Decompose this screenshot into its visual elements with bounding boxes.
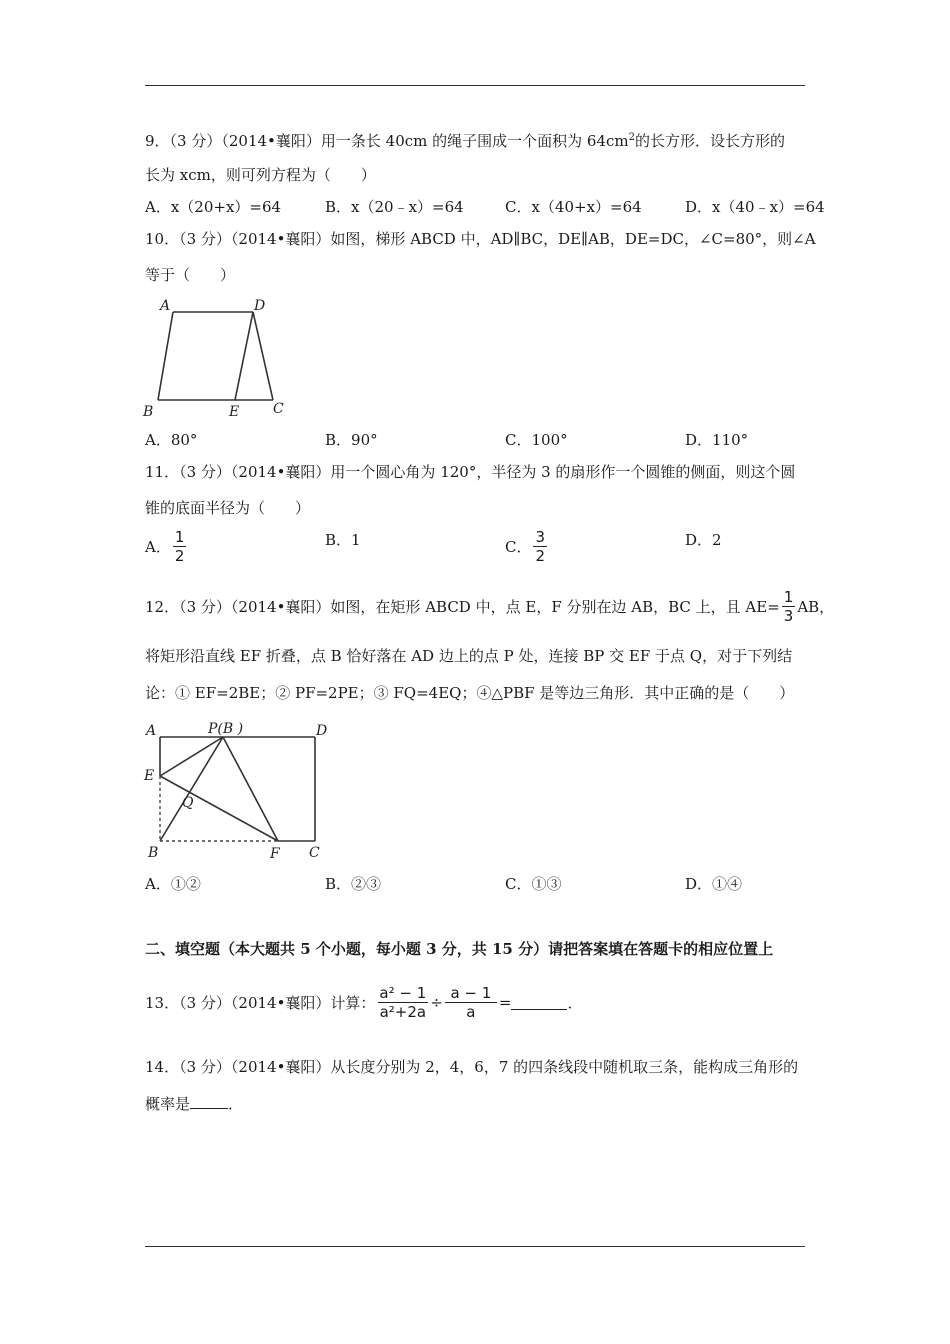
q12-label-d: D: [316, 723, 328, 739]
q12-option-a: A．①②: [145, 875, 201, 893]
q11-option-c: [505, 528, 549, 565]
q11-option-d: D．2: [685, 531, 722, 549]
q11-option-c-prefix: C．: [505, 538, 532, 556]
q12-line1: [145, 588, 834, 625]
fraction-numerator: 3: [535, 528, 546, 546]
equals-sign: =: [498, 993, 512, 1012]
q12-line2: 将矩形沿直线 EF 折叠，点 B 恰好落在 AD 边上的点 P 处，连接 BP 交 EF 于点 Q，对于下列结: [145, 647, 793, 665]
fraction-numerator: 1: [783, 588, 794, 606]
q10-trapezoid-figure: [140, 292, 300, 420]
q13-line: [145, 984, 582, 1021]
q13-fraction-1: [377, 984, 428, 1021]
q12-label-f: F: [270, 846, 280, 862]
q10-option-d: D．110°: [685, 431, 749, 449]
fraction-denominator: 2: [535, 547, 546, 565]
q9-option-a: A．x（20+x）=64: [145, 198, 282, 216]
q12-edge-ep: [160, 737, 223, 776]
q10-edge-de: [235, 312, 253, 400]
q12-text-tail: AB，: [797, 598, 835, 616]
q12-option-b: B．②③: [325, 875, 382, 893]
q14-line1: 14．（3 分）（2014•襄阳）从长度分别为 2，4，6，7 的四条线段中随机取三条，能构成三角形的: [145, 1058, 799, 1076]
q12-label-a: A: [146, 723, 157, 739]
q10-label-d: D: [254, 298, 266, 314]
q11-option-a-fraction: [173, 528, 187, 565]
q14-line2: [145, 1094, 243, 1114]
section2-title: 二、填空题（本大题共 5 个小题，每小题 3 分，共 15 分）请把答案填在答题卡的相应位置上: [145, 940, 774, 958]
q11-option-a: [145, 528, 188, 565]
q12-label-e: E: [144, 768, 155, 784]
q12-rectangle-figure: [140, 716, 340, 864]
q12-label-p: P(B ): [208, 721, 244, 737]
fraction-numerator: a − 1: [450, 984, 492, 1002]
q13-answer-blank: [511, 995, 567, 1010]
q10-option-a: A．80°: [145, 431, 198, 449]
q9-text: 9．（3 分）（2014•襄阳）用一条长 40cm 的绳子围成一个面积为 64cm: [145, 132, 629, 150]
q10-edge-dc: [253, 312, 273, 400]
q11-line2: 锥的底面半径为（ ）: [145, 499, 311, 517]
q12-fraction: [782, 588, 796, 625]
q11-option-c-fraction: [533, 528, 547, 565]
q12-label-c: C: [309, 845, 320, 861]
q10-label-c: C: [273, 401, 284, 417]
q14-end: ．: [228, 1095, 244, 1113]
fraction-denominator: 2: [174, 547, 185, 565]
fraction-denominator: a: [445, 1002, 497, 1021]
q9-option-d: D．x（40﹣x）=64: [685, 198, 825, 216]
q10-line1: 10．（3 分）（2014•襄阳）如图，梯形 ABCD 中，AD∥BC，DE∥AB，DE=DC，∠C=80°，则∠A: [145, 230, 816, 248]
divide-sign: ÷: [430, 993, 443, 1012]
q14-text: 概率是: [145, 1095, 191, 1113]
q13-end: ．: [567, 994, 583, 1012]
q11-option-a-prefix: A．: [145, 538, 171, 556]
q13-text: 13．（3 分）（2014•襄阳）计算：: [145, 994, 376, 1012]
q10-edge-ab: [158, 312, 173, 400]
q10-line2: 等于（ ）: [145, 266, 236, 284]
fraction-denominator: a²+2a: [379, 1003, 427, 1021]
q9-line1: [145, 128, 785, 151]
q13-fraction-2: [445, 984, 497, 1021]
q12-line3: 论：① EF=2BE；② PF=2PE；③ FQ=4EQ；④△PBF 是等边三角形．其中正确的是（ ）: [145, 684, 795, 702]
q9-option-c: C．x（40+x）=64: [505, 198, 642, 216]
q12-text: 12．（3 分）（2014•襄阳）如图，在矩形 ABCD 中，点 E，F 分别在边 AB，BC 上，且 AE=: [145, 598, 780, 616]
q11-option-b: B．1: [325, 531, 361, 549]
q9-sup: 2: [628, 132, 635, 143]
q10-option-b: B．90°: [325, 431, 378, 449]
q10-label-a: A: [160, 298, 171, 314]
q12-edge-bp: [160, 737, 223, 841]
q11-line1: 11．（3 分）（2014•襄阳）用一个圆心角为 120°，半径为 3 的扇形作一个圆锥的侧面，则这个圆: [145, 463, 796, 481]
q10-label-e: E: [229, 404, 240, 420]
fraction-numerator: 1: [174, 528, 185, 546]
top-rule: [145, 85, 805, 86]
bottom-rule: [145, 1246, 805, 1247]
q9-line2: 长为 xcm，则可列方程为（ ）: [145, 166, 376, 184]
q10-option-c: C．100°: [505, 431, 568, 449]
q12-label-b: B: [148, 845, 159, 861]
q14-answer-blank: [190, 1094, 228, 1109]
q12-label-q: Q: [182, 795, 194, 811]
q12-option-c: C．①③: [505, 875, 562, 893]
q10-label-b: B: [143, 404, 154, 420]
fraction-numerator: a² − 1: [379, 984, 427, 1002]
q12-option-d: D．①④: [685, 875, 743, 893]
fraction-denominator: 3: [783, 607, 794, 625]
q9-text-tail: 的长方形．设长方形的: [634, 132, 785, 150]
q9-option-b: B．x（20﹣x）=64: [325, 198, 464, 216]
